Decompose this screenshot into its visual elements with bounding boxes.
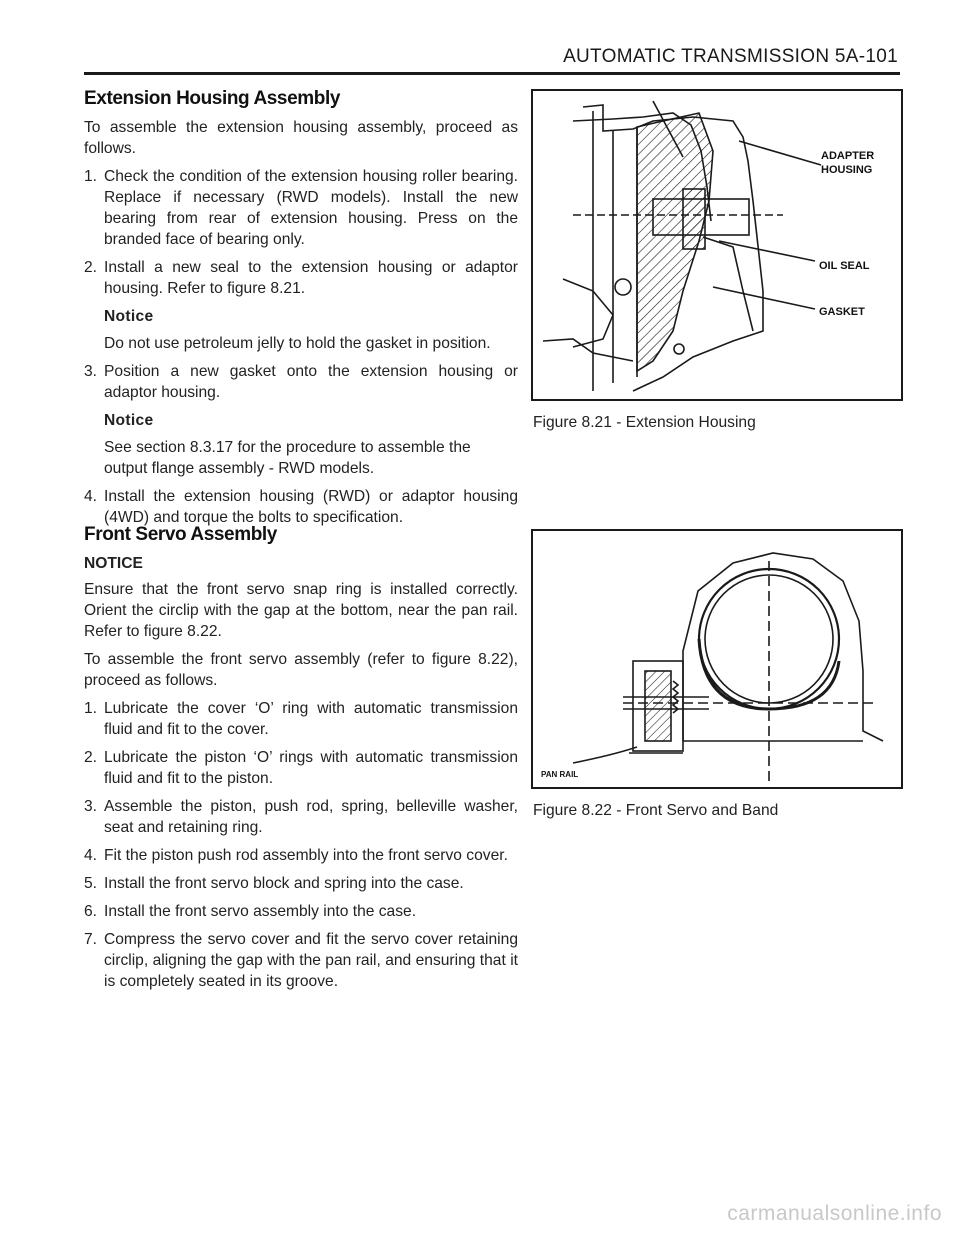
notice-text: Ensure that the front servo snap ring is installed correctly. Orient the circlip with the gap at the bottom, near the pan rail. Refer to figure 8.22. <box>84 581 518 640</box>
step-item <box>84 873 518 894</box>
section-extension-housing <box>84 88 518 535</box>
figure-caption: Figure 8.22 - Front Servo and Band <box>533 802 779 819</box>
step-number: 3. <box>84 363 98 380</box>
label-adapter-line1: ADAPTER <box>821 150 875 162</box>
step-text: Install the front servo block and spring into the case. <box>104 875 464 892</box>
section-title: Front Servo Assembly <box>84 524 277 545</box>
step-item <box>84 845 518 866</box>
step-text: Check the condition of the extension housing roller bearing. Replace if necessary (RWD models). Install the new bearing from rear of extension housing. Press on the branded face of bearing only. <box>104 168 518 248</box>
step-item <box>84 361 518 403</box>
step-number: 2. <box>84 749 98 766</box>
step-text: Install a new seal to the extension housing or adaptor housing. Refer to figure 8.21. <box>104 259 518 297</box>
step-number: 4. <box>84 488 98 505</box>
label-adapter-line2: HOUSING <box>821 164 873 176</box>
step-number: 6. <box>84 903 98 920</box>
step-item <box>84 486 518 528</box>
step-item <box>84 747 518 789</box>
figure-extension-housing <box>531 89 903 401</box>
step-item <box>84 257 518 299</box>
step-text: Assemble the piston, push rod, spring, belleville washer, seat and retaining ring. <box>104 798 518 836</box>
step-item <box>84 796 518 838</box>
step-number: 1. <box>84 700 98 717</box>
header-rule <box>84 72 900 75</box>
extension-housing-drawing <box>533 91 901 399</box>
step-item <box>84 166 518 250</box>
notice-heading: NOTICE <box>84 555 143 572</box>
figure-front-servo <box>531 529 903 789</box>
step-text: Install the front servo assembly into the case. <box>104 903 417 920</box>
page-header: AUTOMATIC TRANSMISSION 5A-101 <box>563 46 898 67</box>
step-text: Lubricate the cover ‘O’ ring with automatic transmission fluid and fit to the cover. <box>104 700 518 738</box>
step-item <box>84 929 518 992</box>
step-text: Position a new gasket onto the extension housing or adaptor housing. <box>104 363 518 401</box>
step-number: 7. <box>84 931 98 948</box>
figure-caption: Figure 8.21 - Extension Housing <box>533 414 756 431</box>
step-number: 5. <box>84 875 98 892</box>
step-text: Lubricate the piston ‘O’ rings with automatic transmission fluid and fit to the piston. <box>104 749 518 787</box>
label-pan-rail: PAN RAIL <box>541 770 579 779</box>
front-servo-drawing <box>533 531 901 787</box>
step-item <box>84 698 518 740</box>
notice-text: Do not use petroleum jelly to hold the gasket in position. <box>104 335 491 352</box>
label-oil-seal: OIL SEAL <box>819 260 870 272</box>
section-intro: To assemble the front servo assembly (refer to figure 8.22), proceed as follows. <box>84 651 518 689</box>
watermark: carmanualsonline.info <box>727 1202 942 1225</box>
step-text: Fit the piston push rod assembly into the front servo cover. <box>104 847 508 864</box>
section-front-servo <box>84 524 518 999</box>
step-text: Compress the servo cover and fit the servo cover retaining circlip, aligning the gap with the pan rail, and ensuring that it is completely seated in its groove. <box>104 931 518 990</box>
step-number: 4. <box>84 847 98 864</box>
notice-heading: Notice <box>104 412 154 429</box>
step-text: Install the extension housing (RWD) or adaptor housing (4WD) and torque the bolts to specification. <box>104 488 518 526</box>
step-number: 3. <box>84 798 98 815</box>
step-item <box>84 901 518 922</box>
step-number: 2. <box>84 259 98 276</box>
section-title: Extension Housing Assembly <box>84 88 341 109</box>
notice-heading: Notice <box>104 308 154 325</box>
step-number: 1. <box>84 168 98 185</box>
section-intro: To assemble the extension housing assembly, proceed as follows. <box>84 119 518 157</box>
label-gasket: GASKET <box>819 306 865 318</box>
notice-text: See section 8.3.17 for the procedure to assemble the output flange assembly - RWD models. <box>104 439 471 477</box>
